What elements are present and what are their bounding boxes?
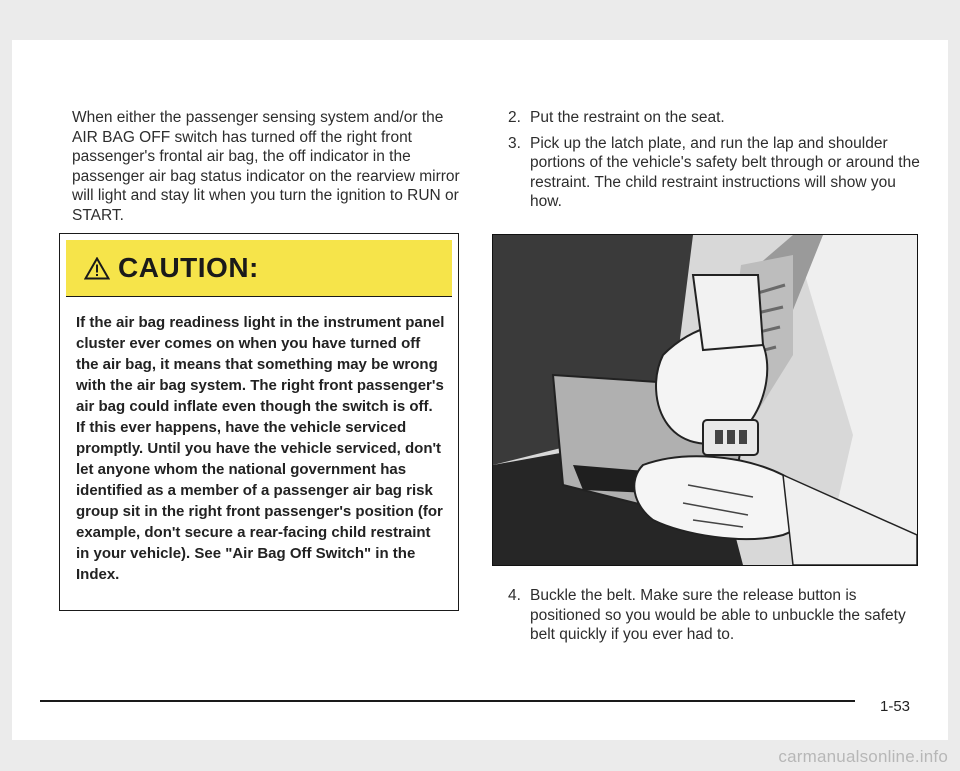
step-text: Buckle the belt. Make sure the release button is positioned so you would be able to unbuckle the safety belt quickly if you ever had to. xyxy=(530,587,906,643)
step-number: 4. xyxy=(508,587,521,604)
step-text: Put the restraint on the seat. xyxy=(530,109,725,126)
page-number: 1-53 xyxy=(880,698,911,715)
seat-belt-illustration xyxy=(492,234,918,566)
caution-header xyxy=(66,240,452,297)
step-3 xyxy=(508,134,928,212)
steps-list-continued xyxy=(508,586,928,645)
step-text: Pick up the latch plate, and run the lap and shoulder portions of the vehicle's safety belt through or around the restraint. The child restraint instructions will show you how. xyxy=(530,134,920,210)
step-4 xyxy=(508,586,928,645)
footer-rule xyxy=(40,700,855,702)
step-2 xyxy=(508,108,928,128)
intro-paragraph: When either the passenger sensing system and/or the AIR BAG OFF switch has turned off the right front passenger's frontal air bag, the off indicator in the passenger air bag status indicator on the rearview mirror will light and stay lit when you turn the ignition to RUN or START. xyxy=(72,109,460,224)
caution-box xyxy=(59,233,459,611)
hands-buckling-seat-belt-illustration xyxy=(493,235,917,565)
steps-list xyxy=(508,108,928,212)
caution-title: CAUTION: xyxy=(118,252,259,283)
step-number: 2. xyxy=(508,109,521,126)
watermark: carmanualsonline.info xyxy=(778,747,948,766)
step-4-wrapper xyxy=(508,586,928,645)
warning-triangle-icon xyxy=(84,257,110,280)
right-column xyxy=(508,108,928,212)
step-number: 3. xyxy=(508,134,521,152)
caution-body: If the air bag readiness light in the instrument panel cluster ever comes on when you have turned off the air bag, it means that something may be wrong with the air bag system. The right front passenger's air bag could inflate even though the switch is off. If this ever happens, have the vehicle serviced promptly. Until you have the vehicle serviced, don't let anyone whom the national government has identified as a member of a passenger air bag risk group sit in the right front passenger's position (for example, don't secure a rear-facing child restraint in your vehicle). See "Air Bag Off Switch" in the Index. xyxy=(76,314,445,583)
left-column xyxy=(72,108,462,225)
